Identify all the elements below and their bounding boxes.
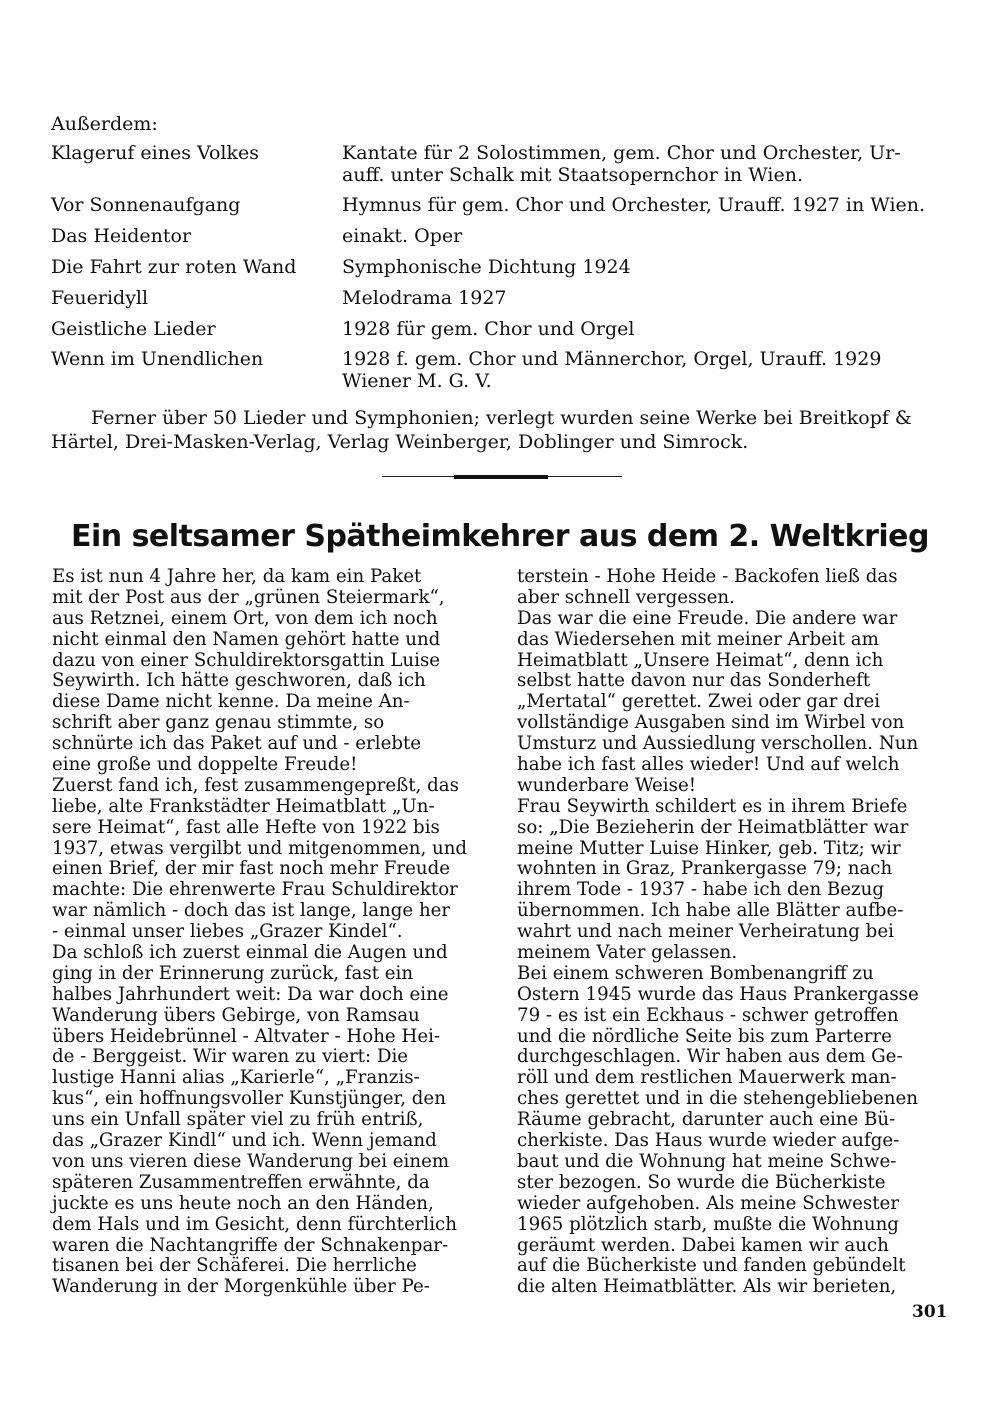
text-line: röll und dem restlichen Mauerwerk man- (517, 1067, 897, 1089)
text-line: - einmal unser liebes „Grazer Kindel“. (52, 921, 403, 943)
text-line: wieder aufgehoben. Als meine Schwester (517, 1192, 900, 1214)
text-line: terstein - Hohe Heide - Backofen ließ das (517, 566, 898, 587)
text-line: Wanderung in der Morgenkühle über Pe- (52, 1276, 430, 1298)
work-title: Wenn im Unendlichen (51, 348, 264, 370)
text-line: Frau Seywirth schildert es in ihrem Briefe (517, 795, 908, 817)
text-line: übernommen. Ich habe alle Blätter aufbe- (517, 900, 904, 922)
work-description-line: auff. unter Schalk mit Staatsopernchor in Wien. (342, 164, 804, 186)
work-title: Das Heidentor (51, 225, 192, 247)
text-line: Bei einem schweren Bombenangriff zu (517, 962, 874, 984)
text-line: baut und die Wohnung hat meine Schwe- (517, 1150, 897, 1172)
work-title: Klageruf eines Volkes (51, 142, 259, 164)
section-divider (382, 473, 622, 481)
text-line: durchgeschlagen. Wir haben aus dem Ge- (517, 1046, 903, 1068)
work-description (342, 318, 954, 340)
work-description-line: Melodrama 1927 (342, 287, 507, 309)
text-line: cherkiste. Das Haus wurde wieder aufge- (517, 1130, 900, 1152)
text-line: Da schloß ich zuerst einmal die Augen und (52, 942, 448, 964)
work-title: Die Fahrt zur roten Wand (51, 256, 297, 278)
text-column-right (517, 567, 951, 1298)
text-line: de - Berggeist. Wir waren zu viert: Die (52, 1046, 409, 1068)
work-description (342, 142, 954, 186)
text-line: machte: Die ehrenwerte Frau Schuldirektor (52, 879, 458, 901)
text-line: Ostern 1945 wurde das Haus Prankergasse (517, 983, 919, 1005)
text-line: meinem Vater gelassen. (517, 942, 738, 964)
paragraph-line: Ferner über 50 Lieder und Symphonien; verlegt wurden seine Werke bei Breitkopf & (91, 407, 912, 429)
text-line: halbes Jahrhundert weit: Da war doch eine (52, 983, 449, 1005)
text-line: Seywirth. Ich hätte geschworen, daß ich (52, 670, 426, 692)
text-line: habe ich fast alles wieder! Und auf welch (517, 754, 900, 776)
article-headline: Ein seltsamer Spätheimkehrer aus dem 2. Weltkrieg (71, 519, 929, 554)
work-description-line: Symphonische Dichtung 1924 (342, 256, 631, 278)
text-line: das „Grazer Kindl“ und ich. Wenn jemand (52, 1130, 437, 1152)
text-line: so: „Die Bezieherin der Heimatblätter war (517, 816, 909, 838)
text-line: schnürte ich das Paket auf und - erlebte (52, 733, 422, 755)
text-line: sere Heimat“, fast alle Hefte von 1922 bis (52, 816, 440, 838)
text-line: das Wiedersehen mit meiner Arbeit am (517, 628, 879, 650)
divider-bar (454, 475, 548, 479)
text-line: 1937, etwas vergilbt und mitgenommen, und (52, 837, 468, 859)
work-description-line: Kantate für 2 Solostimmen, gem. Chor und Orchester, Ur- (342, 142, 901, 164)
text-line: war nämlich - doch das ist lange, lange her (52, 900, 451, 922)
work-description-line: Wiener M. G. V. (342, 370, 492, 392)
work-description (342, 194, 954, 216)
text-line: dem Hals und im Gesicht, denn fürchterlich (52, 1213, 457, 1235)
work-description-line: einakt. Oper (342, 225, 463, 247)
text-line: diese Dame nicht kenne. Da meine An- (52, 691, 410, 713)
text-line: ster bezogen. So wurde die Bücherkiste (517, 1171, 886, 1193)
text-line: einen Brief, der mir fast noch mehr Freude (52, 858, 450, 880)
text-line: Heimatblatt „Unsere Heimat“, denn ich (517, 649, 884, 671)
work-description (342, 256, 954, 278)
page-number: 301 (912, 1302, 948, 1322)
text-line: Zuerst fand ich, fest zusammengepreßt, das (52, 774, 459, 796)
text-line: ihrem Tode - 1937 - habe ich den Bezug (517, 879, 884, 901)
text-line: schrift aber ganz genau stimmte, so (52, 712, 385, 734)
text-line: mit der Post aus der „grünen Steiermark“, (52, 586, 445, 608)
text-line: Es ist nun 4 Jahre her, da kam ein Paket (52, 566, 422, 587)
work-title: Vor Sonnenaufgang (51, 194, 241, 216)
work-description (342, 348, 954, 392)
text-line: die alten Heimatblätter. Als wir berieten, (517, 1276, 897, 1298)
text-line: lustige Hanni alias „Karierle“, „Franzis- (52, 1067, 420, 1089)
text-line: meine Mutter Luise Hinker, geb. Titz; wir (517, 837, 901, 859)
text-line: ches gerettet und in die stehengebliebenen (517, 1088, 918, 1110)
further-works-paragraph (51, 406, 955, 454)
work-description-line: Hymnus für gem. Chor und Orchester, Urauff. 1927 in Wien. (342, 194, 926, 216)
work-description-line: 1928 f. gem. Chor und Männerchor, Orgel, Urauff. 1929 (342, 348, 882, 370)
text-line: und die nördliche Seite bis zum Parterre (517, 1025, 892, 1047)
text-line: Umsturz und Aussiedlung verschollen. Nun (517, 733, 919, 755)
text-line: eine große und doppelte Freude! (52, 754, 358, 776)
text-line: wahrt und nach meiner Verheiratung bei (517, 921, 894, 943)
text-line: Das war die eine Freude. Die andere war (517, 607, 898, 629)
text-line: aus Retznei, einem Ort, von dem ich noch (52, 607, 438, 629)
work-description-line: 1928 für gem. Chor und Orgel (342, 318, 635, 340)
text-line: uns ein Unfall später viel zu früh entriß, (52, 1109, 424, 1131)
text-line: nicht einmal den Namen gehört hatte und (52, 628, 441, 650)
text-line: geräumt werden. Dabei kamen wir auch (517, 1234, 889, 1256)
text-line: kus“, ein hoffnungsvoller Kunstjünger, den (52, 1088, 446, 1110)
text-line: auf die Bücherkiste und fanden gebündelt (517, 1255, 906, 1277)
text-line: dazu von einer Schuldirektorsgattin Luise (52, 649, 441, 671)
text-line: wunderbare Weise! (517, 774, 697, 796)
text-line: Räume gebracht, darunter auch eine Bü- (517, 1109, 896, 1131)
text-line: von uns vieren diese Wanderung bei einem (52, 1150, 450, 1172)
text-line: Wanderung übers Gebirge, von Ramsau (52, 1004, 420, 1026)
text-line: waren die Nachtangriffe der Schnakenpar- (52, 1234, 449, 1256)
text-line: wohnten in Graz, Prankergasse 79; nach (517, 858, 893, 880)
text-line: juckte es uns heute noch an den Händen, (52, 1192, 434, 1214)
text-line: übers Heidebrünnel - Altvater - Hohe Hei- (52, 1025, 441, 1047)
paragraph-line: Härtel, Drei-Masken-Verlag, Verlag Weinberger, Doblinger und Simrock. (51, 431, 749, 453)
intro-label: Außerdem: (51, 113, 158, 135)
text-line: „Mertatal“ gerettet. Zwei oder gar drei (517, 691, 881, 713)
work-title: Geistliche Lieder (51, 318, 216, 340)
text-line: vollständige Ausgaben sind im Wirbel von (517, 712, 905, 734)
text-line: tisanen bei der Schäferei. Die herrliche (52, 1255, 417, 1277)
text-line: selbst hatte davon nur das Sonderheft (517, 670, 871, 692)
text-line: späteren Zusammentreffen erwähnte, da (52, 1171, 430, 1193)
text-line: ging in der Erinnerung zurück, fast ein (52, 962, 414, 984)
text-line: 1965 plötzlich starb, mußte die Wohnung (517, 1213, 899, 1235)
work-title: Feueridyll (51, 287, 149, 309)
text-line: aber schnell vergessen. (517, 586, 735, 608)
text-line: 79 - es ist ein Eckhaus - schwer getroffen (517, 1004, 899, 1026)
work-description (342, 287, 954, 309)
work-description (342, 225, 954, 247)
text-line: liebe, alte Frankstädter Heimatblatt „Un- (52, 795, 435, 817)
text-column-left (52, 567, 486, 1298)
